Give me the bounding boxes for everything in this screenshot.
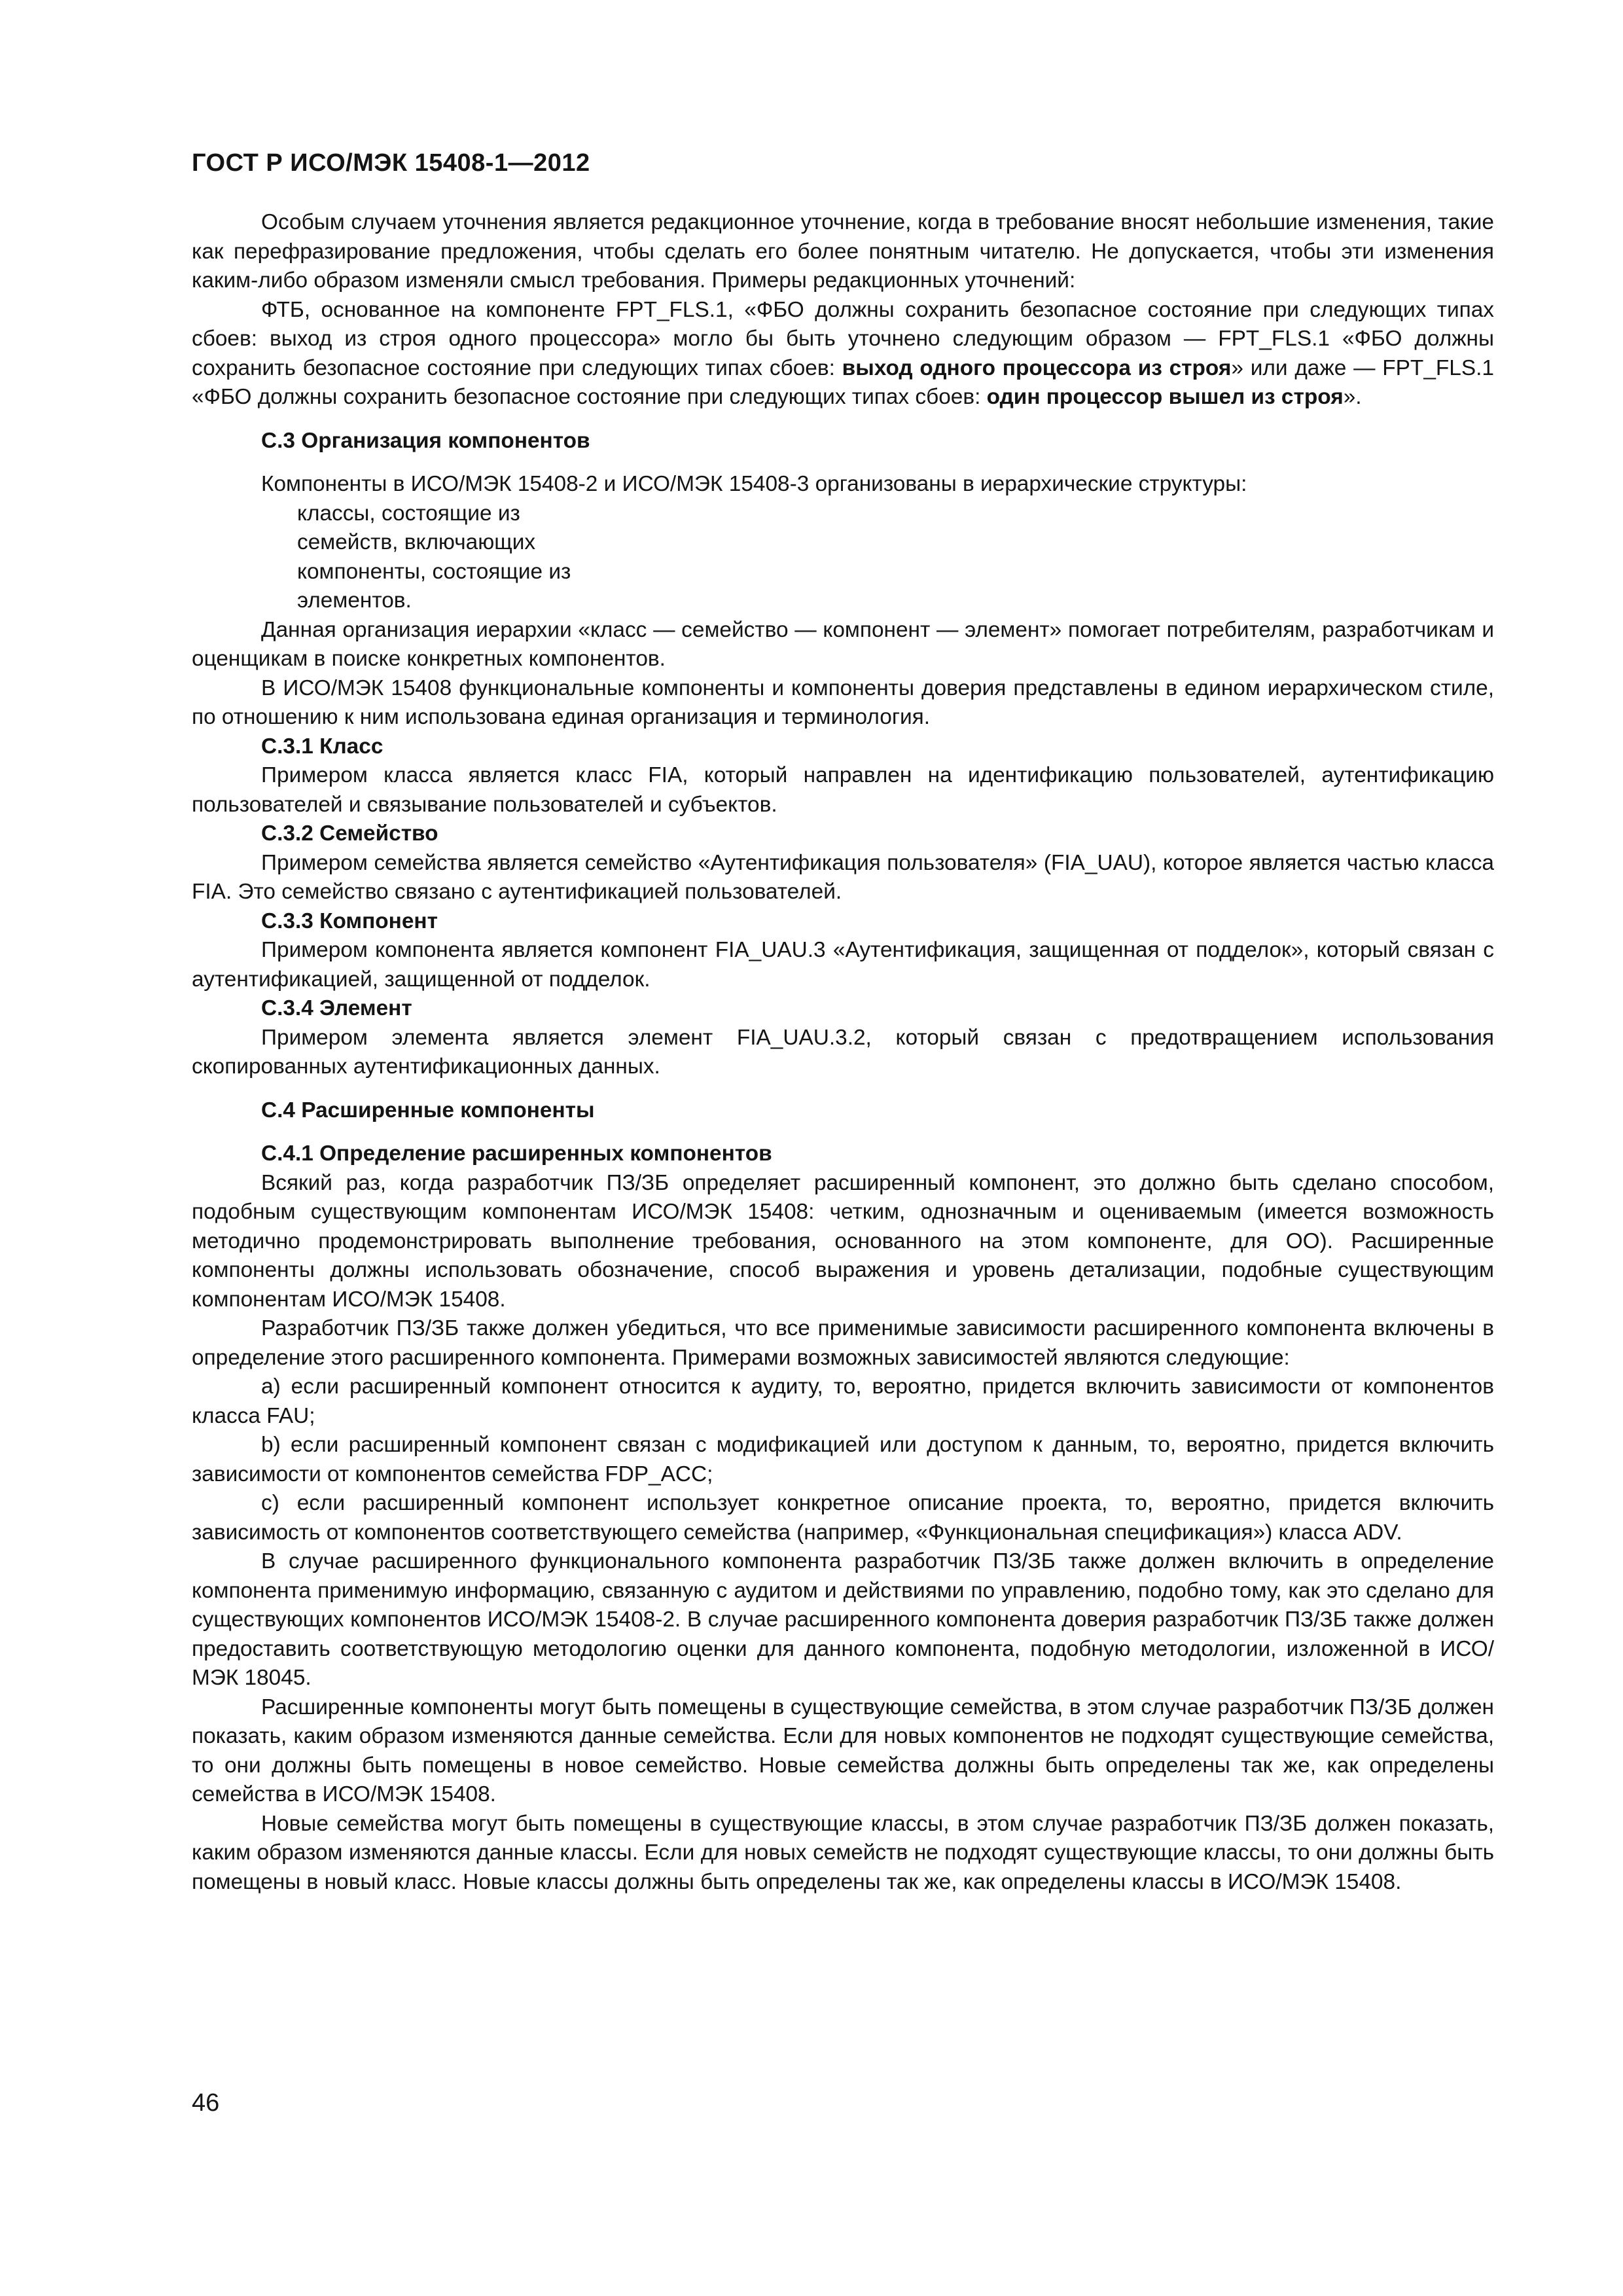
section-c4-heading: С.4 Расширенные компоненты <box>261 1098 595 1122</box>
c41-paragraph-5: Новые семейства могут быть помещены в существующие классы, в этом случае разработчик ПЗ/ЗБ должен показать, каким образом изменяются данные классы. Если для новых семейств не подходят существующие классы, то они должны быть помещены в новый класс. Новые классы должны быть определены так же, как определены классы в ИСО/МЭК 15408. <box>192 1811 1494 1894</box>
c3-intro-paragraph: Компоненты в ИСО/МЭК 15408-2 и ИСО/МЭК 15408-3 организованы в иерархические структуры: <box>261 472 1247 496</box>
intro-paragraph-1: Особым случаем уточнения является редакционное уточнение, когда в требование вносят небольшие изменения, такие как перефразирование предложения, чтобы сделать его более понятным читателю. Не допускается, чтобы эти изменения каким-либо образом изменяли смысл требования. Примеры редакционных уточнений: <box>192 210 1494 293</box>
c41-paragraph-3: В случае расширенного функционального компонента разработчик ПЗ/ЗБ также должен включить в определение компонента применимую информацию, связанную с аудитом и действиями по управлению, подобно тому, как это сделано для существующих компонентов ИСО/МЭК 15408-2. В случае расширенного компонента доверия разработчик ПЗ/ЗБ также должен предоставить соответствующую методологию оценки для данного компонента, подобную методологии, изложенной в ИСО/МЭК 18045. <box>192 1549 1494 1690</box>
subsection-c32-heading: С.3.2 Семейство <box>261 821 438 846</box>
intro-p2-bold-2: один процессор вышел из строя <box>986 385 1344 409</box>
c31-paragraph: Примером класса является класс FIA, который направлен на идентификацию пользователей, аутентификацию пользователей и связывание пользователей и субъектов. <box>192 763 1494 817</box>
intro-p2-text-2: » или даже — FPT_FLS.1 «ФБО должны сохранить безопасное состояние при следующих типах сбоев: <box>192 355 1494 409</box>
document-header: ГОСТ Р ИСО/МЭК 15408-1—2012 <box>192 149 590 177</box>
list-item-b: b) если расширенный компонент связан с модификацией или доступом к данным, то, вероятно, придется включить зависимости от компонентов семейства FDP_ACC; <box>192 1433 1494 1486</box>
c32-paragraph: Примером семейства является семейство «Аутентификация пользователя» (FIA_UAU), которое является частью класса FIA. Это семейство связано с аутентификацией пользователей. <box>192 850 1494 904</box>
subsection-c33-heading: С.3.3 Компонент <box>261 908 438 933</box>
hierarchy-item-classes: классы, состоящие из <box>297 501 520 526</box>
subsection-c41-heading: С.4.1 Определение расширенных компонентов <box>261 1141 772 1166</box>
c41-paragraph-1: Всякий раз, когда разработчик ПЗ/ЗБ определяет расширенный компонент, это должно быть сделано способом, подобным существующим компонентам ИСО/МЭК 15408: четким, однозначным и оцениваемым (имеется возможность методично продемонстрировать выполнение требования, основанного на этом компоненте, для ОО). Расширенные компоненты должны использовать обозначение, способ выражения и уровень детализации, подобные существующим компонентам ИСО/МЭК 15408. <box>192 1170 1494 1312</box>
intro-paragraph-2 <box>192 296 1494 412</box>
c33-paragraph: Примером компонента является компонент FIA_UAU.3 «Аутентификация, защищенная от подделок», который связан с аутентификацией, защищенной от подделок. <box>192 938 1494 992</box>
list-item-a: а) если расширенный компонент относится к аудиту, то, вероятно, придется включить зависимости от компонентов класса FAU; <box>192 1374 1494 1428</box>
subsection-c34-heading: С.3.4 Элемент <box>261 996 412 1020</box>
hierarchy-item-components: компоненты, состоящие из <box>297 559 571 584</box>
c41-paragraph-2: Разработчик ПЗ/ЗБ также должен убедиться, что все применимые зависимости расширенного компонента включены в определение этого расширенного компонента. Примерами возможных зависимостей являются следующие: <box>192 1316 1494 1370</box>
list-item-c: с) если расширенный компонент использует конкретное описание проекта, то, вероятно, придется включить зависимость от компонентов соответствующего семейства (например, «Функциональная спецификация») класса ADV. <box>192 1491 1494 1545</box>
intro-p2-bold-1: выход одного процессора из строя <box>842 355 1232 380</box>
hierarchy-item-families: семейств, включающих <box>297 530 536 554</box>
subsection-c31-heading: С.3.1 Класс <box>261 734 383 759</box>
section-c3-heading: С.3 Организация компонентов <box>261 428 590 453</box>
c3-paragraph-1: Данная организация иерархии «класс — семейство — компонент — элемент» помогает потребителям, разработчикам и оценщикам в поиске конкретных компонентов. <box>192 617 1494 671</box>
intro-p2-text-1: ФТБ, основанное на компоненте FPT_FLS.1, «ФБО должны сохранить безопасное состояние при следующих типах сбоев: выход из строя одного процессора» могло бы быть уточнено следующим образом — FPT_FLS.1 «ФБО должны сохранить безопасное состояние при следующих типах сбоев: <box>192 297 1494 380</box>
page-body <box>192 208 1494 1897</box>
c3-paragraph-2: В ИСО/МЭК 15408 функциональные компоненты и компоненты доверия представлены в едином иерархическом стиле, по отношению к ним использована единая организация и терминология. <box>192 675 1494 729</box>
page-number: 46 <box>192 2089 220 2117</box>
intro-p2-text-3: ». <box>1343 385 1362 409</box>
hierarchy-item-elements: элементов. <box>297 588 412 613</box>
c41-paragraph-4: Расширенные компоненты могут быть помещены в существующие семейства, в этом случае разработчик ПЗ/ЗБ должен показать, каким образом изменяются данные семейства. Если для новых компонентов не подходят существующие семейства, то они должны быть помещены в новое семейство. Новые семейства должны быть определены так же, как определены семейства в ИСО/МЭК 15408. <box>192 1695 1494 1806</box>
c34-paragraph: Примером элемента является элемент FIA_UAU.3.2, который связан с предотвращением использования скопированных аутентификационных данных. <box>192 1025 1494 1079</box>
